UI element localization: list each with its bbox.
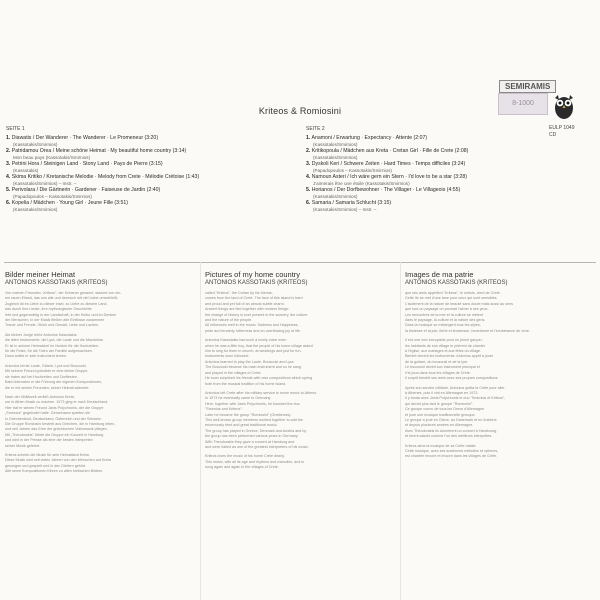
- body-text-line: Antonios Kassotakis had such a lovely voice even: [205, 338, 287, 343]
- track-credit: J'aimerais être une étoile (Kassotakis/Smirnios): [313, 181, 410, 187]
- body-text-line: Later he became the group "Romiosini" (Greekness).: [205, 412, 292, 417]
- body-text-line: Antonios left Crete after his military service to move music to Athens.: [205, 390, 318, 395]
- track-title: Petrini Hora / Steinigen Land · Stony Land · Pays de Pierre (3:15): [11, 161, 163, 167]
- track-title: Perivolara / Die Gärtnerin · Gardener · Faiseuse de Jardin (2:40): [11, 187, 161, 193]
- body-text-line: the change of history is ever present in the scenery, the culture: [205, 312, 308, 317]
- body-text-line: Le groupe a joué en Grèce, au Danemark et en Autriche: [405, 417, 497, 422]
- body-text-line: The group has played in Greece, Denmark and Austria and by: [205, 428, 307, 433]
- column-rule: [200, 262, 201, 600]
- body-text-line: in Griechenland, Deutschland, Österreich und der Schweiz.: [5, 416, 102, 421]
- body-text-line: Avec Théodorakis ils donnèrent un concert à Hambourg,: [405, 428, 498, 433]
- liner-notes-french: [405, 270, 587, 464]
- track-entry: [306, 200, 556, 207]
- body-text-line: Cette musique, avec ses anciennes mélodies et rythmes,: [405, 448, 499, 453]
- body-text-line: Après son service militaire, Antonios quitta la Crète pour aller: [405, 385, 505, 390]
- paragraph-gap: [405, 460, 587, 464]
- body-text-line: Antonios lernte Laute, Gitarre, Lyra und Bouzouki.: [5, 363, 87, 368]
- liner-notes-german: [5, 270, 187, 479]
- body-text-line: für die Feste, für die Toten der Familie aufgewachsen.: [5, 349, 93, 354]
- body-text-line: Il surprit bientôt ses amis avec ses propres compositions.: [405, 376, 499, 381]
- body-text-line: em rauen Eiland, das uns alle und dennoch mit viel Liebe umschließt.: [5, 296, 119, 301]
- body-text-line: que ses amis appellent "Kriteos", le crétois, vient de Crète.: [405, 291, 501, 295]
- column-title: Bilder meiner Heimat: [5, 270, 76, 279]
- body-text-line: comes from the land of Crete. The face of this island is hard: [205, 296, 303, 301]
- body-text-line: Bald übernahm er die Führung der eigenen Kompositionen,: [5, 380, 102, 385]
- owl-logo-icon: [552, 92, 576, 120]
- body-text-line: The Bouzouki became his main instrument and so he sang: [205, 365, 301, 370]
- body-text-line: Les rencontres de la mer et la culture se mêlent: [405, 312, 483, 317]
- body-text-line: die alten Instrumente, die Lyra, die Laute und die Mandoline.: [5, 338, 104, 343]
- side-label: SEITE 2: [306, 126, 325, 132]
- track-entry: [6, 200, 256, 207]
- track-credit: (Papadopoulos – Kassotakis/Smirnios): [13, 194, 92, 200]
- body-text-line: Dans la musique se mélangent tous les styles,: [405, 323, 481, 328]
- body-text-line: et joue une musique traditionnelle grecque.: [405, 412, 476, 417]
- tracklist-side-2: [306, 126, 556, 213]
- body-text-line: Ce groupe connu de tous les Grecs d'Allemagne: [405, 407, 485, 412]
- body-text-line: He soon surprised his friends with own compositions which spring: [205, 376, 313, 381]
- body-text-line: Instruments soon followed:: [205, 354, 249, 359]
- track-entry: [306, 148, 556, 155]
- body-text-line: il le joua dans tous les villages de Crète.: [405, 370, 471, 375]
- body-text-line: the group has been performed various years in Germany.: [205, 434, 299, 439]
- body-text-line: „Smirnios" gegründet hatte. Gemeinsam spielten sie: [5, 411, 91, 416]
- track-credit: (Kassotakis/Smirnios): [313, 155, 358, 161]
- body-text-line: à Athènes, puis il vint en Allemagne en 1973.: [405, 390, 479, 395]
- body-text-line: Er ist in seinem Heimatdorf im Norden für die Hochzeiten,: [5, 343, 100, 348]
- body-text-line: Kriteos schrieb die Musik für sein Heimatland Kreta.: [5, 452, 90, 457]
- body-text-line: Cette île se met d'une âme pour ceux qui sont sensibles.: [405, 296, 498, 301]
- track-credit: (Kassotakis/Smirnios) – Instr. –: [13, 181, 77, 187]
- track-title: Kritikopoula / Mädchen aus Kreta · Cretan Girl · Fille de Crete (2:08): [311, 148, 469, 154]
- track-credit: (Papadopoulos – Kassotakis/Smirnios): [313, 168, 392, 174]
- body-text-line: und wird in der Presse als eine der besten Interpreten: [5, 438, 93, 443]
- body-text-line: Die Gruppe Romiosini besteht aus Griechen, die in Hamburg leben,: [5, 421, 116, 426]
- column-rule: [400, 262, 401, 600]
- track-entry: [306, 135, 556, 142]
- body-text-line: Antonios learned to play the Laute, Bouzouki and Lyra.: [205, 359, 295, 364]
- track-entry: [306, 161, 556, 168]
- body-text-line: and were hailed as one of the greatest interpreters of his music.: [205, 444, 309, 449]
- track-credit: (Kassotakis/Smirnios): [313, 194, 358, 200]
- body-text-line: Dann wollte er sein Instrument lernen.: [5, 354, 68, 359]
- track-number: 2.: [6, 148, 11, 154]
- track-entry: [306, 187, 556, 194]
- track-title: Samaria / Samaria Schlucht (3:15): [311, 200, 392, 206]
- track-credit: (Kassotakis/Smirnios) – Instr. –: [313, 207, 377, 213]
- body-text-line: both from the musical tradition of his home island.: [205, 381, 287, 386]
- body-text-line: and played in the villages of Crete.: [205, 370, 262, 375]
- body-text-line: Bientôt vinrent les instruments: Antonios apprit à jouer: [405, 354, 494, 359]
- body-text-line: Il eut une voix incroyable pour un jeune garçon;: [405, 338, 483, 343]
- body-text-line: la tristesse et la joie, fierté et tendresse, l'amertume et l'exubérance de vivre.: [405, 328, 530, 333]
- body-text-line: lebt und gegenwärtig in der Landschaft, in der Kultur und im Denken: [5, 312, 117, 317]
- track-title: Dyskoli Keri / Schwere Zeiten · Hard Times · Temps difficiles (3:24): [311, 161, 466, 167]
- body-text-line: In 1973 he eventually came to Germany.: [205, 396, 272, 401]
- paragraph-gap: [5, 475, 187, 479]
- body-text-line: sie traten auf bei Hochzeiten und Dorffesten.: [5, 374, 78, 379]
- body-text-line: Zugleich ist es Liebe zu dieser Insel, zu Liebe zu diesem Land,: [5, 301, 108, 306]
- body-text-line: All influences melt in the music: Sadness and Happiness,: [205, 323, 299, 328]
- track-entry: [6, 187, 256, 194]
- label-sticker: SEMIRAMIS: [499, 80, 556, 93]
- body-text-line: Ancient things are tied together with modern things:: [205, 307, 290, 312]
- body-text-line: seiner Musik gefeiert.: [5, 443, 41, 448]
- body-text-line: enormously tried and great traditional music.: [205, 423, 278, 428]
- tracklist-side-1: [6, 126, 256, 213]
- body-text-line: und seit Jahren das Erbe der griechischen Volksmusik pflegen.: [5, 427, 108, 432]
- track-entry: [306, 174, 556, 181]
- column-subtitle: ANTONIOS KASSOTAKIS (KRITEOS): [205, 280, 308, 286]
- body-text-line: and the nature of the people.: [205, 318, 253, 323]
- track-title: Patridamou Orea / Meine schöne Heimat · My beautiful home country (3:14): [11, 148, 187, 154]
- column-title: Images de ma patrie: [405, 270, 474, 279]
- body-text-line: called "Kriteos", the Cretan by his friends,: [205, 291, 273, 295]
- track-entry: [6, 148, 256, 155]
- body-text-line: Mit „Theodorakis" führte die Gruppe ein Konzert in Hamburg: [5, 432, 104, 437]
- track-credit: (Kassotakis/Smirnios): [13, 142, 58, 148]
- body-text-line: Alle seine Kompositionen führen zu alten kretischen Bildern.: [5, 469, 104, 474]
- body-text-line: "Smirnios and Kriteos".: [205, 407, 243, 412]
- track-title: Namoun Asteri / Ich wäre gern ein Stern · I'd love to be a star (3:28): [311, 174, 468, 180]
- catalog-number: EULP 1049: [549, 125, 575, 131]
- body-text-line: et furent salués comme l'un des meilleurs interprètes.: [405, 434, 493, 439]
- body-text-line: This well-known group members worked together to add the: [205, 417, 303, 422]
- body-text-line: This music, with all its age and rhythms and melodies, and is: [205, 459, 304, 464]
- body-text-line: Diese Musik wird seit vielen Jahren von den Menschen auf Kreta: [5, 458, 111, 463]
- body-text-line: das durch ihre Lieder, ihre mythologische Geschichte: [5, 307, 92, 312]
- track-number: 4.: [306, 174, 311, 180]
- track-title: Skima Kritiko / Kretanische Melodie · Melody from Crete · Mélodie Crétoise (1:43): [11, 174, 200, 180]
- body-text-line: when he was a little boy, that the people of his home village asked: [205, 343, 313, 348]
- body-text-line: um in Athen Musik zu machen. 1973 ging er nach Deutschland.: [5, 400, 109, 405]
- album-title: Kriteos & Romiosini: [258, 106, 342, 116]
- track-entry: [6, 161, 256, 168]
- body-text-line: et depuis plusieurs années en Allemagne.: [405, 423, 474, 428]
- body-text-line: Nach der Militärzeit verließ Antonios Kreta,: [5, 394, 75, 399]
- body-text-line: Here, together with Janis Polychronis, he founded the duo: [205, 401, 300, 406]
- body-text-line: L'isolement de la nature de beauté sans doute mais aussi au sens: [405, 301, 513, 306]
- track-title: Anamoni / Erwartung · Expectancy · Attente (2:07): [311, 135, 428, 141]
- body-text-line: him to sing for them in church, at weddings and just for fun.: [205, 349, 302, 354]
- body-text-line: Trauer und Freude, Glück und Gewalt, Liebe und Lachen.: [5, 323, 100, 328]
- column-subtitle: ANTONIOS KASSOTAKIS (KRITEOS): [5, 280, 108, 286]
- track-entry: [6, 174, 256, 181]
- body-text-line: With Theodorakis they gave a concert at Hamburg and: [205, 439, 295, 444]
- body-text-line: les habitants de son village le prièrent de chanter: [405, 343, 486, 348]
- track-title: Kopelia / Mädchen · Young Girl · Jeune Fille (3:51): [11, 200, 128, 206]
- track-title: Diawatis / Der Wanderer · The Wanderer · Le Promeneur (3:20): [11, 135, 159, 141]
- body-text-line: sung again and again in the villages of Crete.: [205, 465, 279, 470]
- body-text-line: Kriteos loves the music of his home Crete dearly.: [205, 454, 285, 459]
- body-text-line: der Menschen, in der Musik fließen alle Einflüsse zusammen: [5, 318, 105, 323]
- track-number: 6.: [6, 200, 11, 206]
- side-label: SEITE 1: [6, 126, 25, 132]
- track-number: 2.: [306, 148, 311, 154]
- body-text-line: Mit seinem Freund gründete er eine kleine Gruppe,: [5, 369, 89, 374]
- price-tag: 8-1000: [498, 93, 548, 115]
- track-number: 5.: [306, 187, 311, 193]
- body-text-line: est chantée encore et encore dans les villages de Crète.: [405, 454, 498, 459]
- body-text-line: die er mit seinen Freunden, seiner Heimat widmete.: [5, 385, 90, 390]
- track-credit: Mon beau pays (Kassotakis/Smirnios): [13, 155, 91, 161]
- track-title: Horianos / Der Dorfbewohner · The Villager · Le Villageois (4:55): [311, 187, 461, 193]
- liner-notes-english: [205, 270, 387, 475]
- body-text-line: Kriteos aime la musique de sa Crète natale.: [405, 443, 477, 448]
- track-number: 3.: [6, 161, 11, 167]
- track-entry: [6, 135, 256, 142]
- body-text-line: and proud and yet full of an almost subtle charm.: [205, 301, 285, 306]
- track-number: 5.: [6, 187, 11, 193]
- track-credit: (Kassotakis/Smirnios): [13, 207, 58, 213]
- body-text-line: Il y fonda avec Janis Polychronis le duo "Smirnios et Kriteos",: [405, 396, 506, 401]
- paragraph-gap: [205, 471, 387, 475]
- track-number: 1.: [306, 135, 311, 141]
- body-text-line: qui devint plus tard le groupe "Romiosini".: [405, 401, 474, 406]
- column-subtitle: ANTONIOS KASSOTAKIS (KRITEOS): [405, 280, 508, 286]
- body-text-line: Le bouzouki devint son instrument principal et: [405, 365, 480, 370]
- track-number: 1.: [6, 135, 11, 141]
- body-text-line: Hier traf er seinen Freund Janis Polychronis, der die Gruppe: [5, 405, 104, 410]
- section-divider: [4, 262, 596, 263]
- body-text-line: à l'église, aux mariages et aux fêtes du village.: [405, 349, 482, 354]
- body-text-line: gesungen und gespielt und in den Dörfern gehört.: [5, 463, 87, 468]
- track-credit: (Kassotakis/Smirnios): [313, 142, 358, 148]
- body-text-line: pride and tenderly, bitterness and an overflowing joy of life.: [205, 328, 301, 333]
- track-number: 6.: [306, 200, 311, 206]
- body-text-line: Als kleiner Junge hörte Antonios Kassotakis: [5, 332, 77, 337]
- body-text-line: dans le paysage, la culture et la nature des gens.: [405, 318, 486, 323]
- body-text-line: Von meinen Freunden „Kriteos", der Kretaner genannt, stammt von ein-: [5, 291, 122, 295]
- cd-badge: CD: [549, 132, 557, 138]
- track-credit: (Kassotakis): [13, 168, 39, 174]
- track-number: 4.: [6, 174, 11, 180]
- body-text-line: que tout un paysage on pourrait l'aimer à ses yeux.: [405, 307, 489, 312]
- column-title: Pictures of my home country: [205, 270, 301, 279]
- track-number: 3.: [306, 161, 311, 167]
- body-text-line: de la guitare, du bouzouki et de la lyre.: [405, 359, 469, 364]
